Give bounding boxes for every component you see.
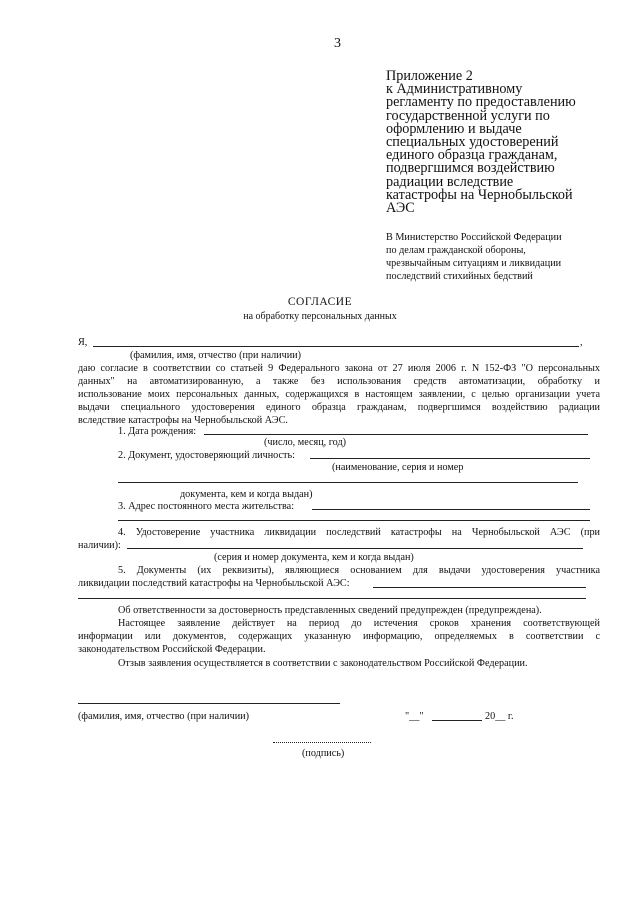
responsibility-text: Об ответственности за достоверность представленных сведений предупрежден (предупреждена). bbox=[118, 605, 542, 616]
addressee-line: по делам гражданской обороны, bbox=[386, 245, 526, 256]
appendix-header bbox=[386, 70, 631, 215]
item4-line: 4. Удостоверение участника ликвидации последствий катастрофы на Чернобыльской АЭС (при bbox=[118, 527, 600, 538]
item5-line: 5. Документы (их реквизиты), являющиеся основанием для выдачи удостоверения участника bbox=[118, 565, 600, 576]
date-year[interactable]: 20__ г. bbox=[485, 711, 514, 722]
appendix-line: регламенту по предоставлению bbox=[386, 94, 576, 111]
date-day[interactable]: "__" bbox=[405, 711, 424, 722]
consent-line: использование моих персональных данных, содержащихся в настоящем заявлении, с целью организации учета bbox=[78, 389, 600, 400]
addressee-line: чрезвычайным ситуациям и ликвидации bbox=[386, 258, 562, 269]
validity-line-last: законодательством Российской Федерации. bbox=[78, 644, 266, 655]
validity-line: информации или документов, содержащих указанную информацию, определяемых в соответствии с bbox=[78, 631, 600, 642]
revocation-text: Отзыв заявления осуществляется в соответствии с законодательством Российской Федерации. bbox=[118, 658, 528, 669]
birthdate-input-line[interactable] bbox=[204, 434, 588, 435]
item4-caption: (серия и номер документа, кем и когда выдан) bbox=[214, 552, 414, 563]
document-title: СОГЛАСИЕ bbox=[287, 296, 353, 308]
item4-label: наличии): bbox=[78, 540, 121, 551]
id-document-input-line[interactable] bbox=[310, 458, 590, 459]
address-input-line-2[interactable] bbox=[118, 520, 590, 521]
appendix-line: единого образца гражданам, bbox=[386, 147, 558, 164]
certificate-input-line[interactable] bbox=[127, 548, 583, 549]
addressee-line: В Министерство Российской Федерации bbox=[386, 232, 562, 243]
item5-label: ликвидации последствий катастрофы на Чернобыльской АЭС: bbox=[78, 578, 350, 589]
comma-mark: , bbox=[580, 337, 583, 348]
item3-label: 3. Адрес постоянного места жительства: bbox=[118, 501, 295, 512]
appendix-line: Приложение 2 bbox=[386, 68, 473, 84]
address-input-line[interactable] bbox=[312, 509, 590, 510]
appendix-line: оформлению и выдаче bbox=[386, 120, 522, 137]
appendix-line: государственной услуги по bbox=[386, 107, 550, 124]
ya-label: Я, bbox=[78, 337, 88, 348]
appendix-line: катастрофы на Чернобыльской bbox=[386, 186, 573, 203]
appendix-line: АЭС bbox=[386, 200, 415, 217]
signature-input-line[interactable] bbox=[273, 742, 371, 743]
item1-label: 1. Дата рождения: bbox=[118, 426, 197, 437]
item1-caption: (число, месяц, год) bbox=[264, 437, 347, 448]
validity-line: Настоящее заявление действует на период до истечения сроков хранения соответствующей bbox=[118, 618, 600, 629]
fio-caption: (фамилия, имя, отчество (при наличии) bbox=[130, 350, 302, 361]
consent-line: данных" на автоматизированную, а также без использования средств автоматизации, обработку и bbox=[78, 376, 600, 387]
page-number: 3 bbox=[334, 36, 341, 51]
consent-line: выдачи специального удостоверения единого образца гражданам, подвергшимся воздействию радиации bbox=[78, 402, 600, 413]
appendix-line: специальных удостоверений bbox=[386, 134, 559, 151]
item2-caption-1: (наименование, серия и номер bbox=[332, 462, 464, 473]
appendix-line: радиации вследствие bbox=[386, 173, 514, 190]
footer-fio-input-line[interactable] bbox=[78, 703, 340, 704]
addressee-line: последствий стихийных бедствий bbox=[386, 271, 533, 282]
date-month-input-line[interactable] bbox=[432, 720, 482, 721]
id-document-input-line-2[interactable] bbox=[118, 482, 578, 483]
footer-fio-caption: (фамилия, имя, отчество (при наличии) bbox=[78, 711, 250, 722]
item2-label: 2. Документ, удостоверяющий личность: bbox=[118, 450, 295, 461]
item2-caption-2: документа, кем и когда выдан) bbox=[180, 489, 313, 500]
fio-input-line[interactable] bbox=[93, 346, 579, 347]
signature-caption: (подпись) bbox=[302, 748, 345, 759]
documents-input-line-2[interactable] bbox=[78, 598, 586, 599]
document-subtitle: на обработку персональных данных bbox=[243, 311, 397, 322]
appendix-line: к Административному bbox=[386, 81, 523, 98]
addressee-block bbox=[386, 231, 626, 283]
consent-line-last: вследствие катастрофы на Чернобыльской АЭС. bbox=[78, 415, 288, 426]
appendix-line: подвергшимся воздействию bbox=[386, 160, 555, 177]
documents-input-line[interactable] bbox=[373, 587, 586, 588]
consent-line: даю согласие в соответствии со статьей 9 Федерального закона от 27 июля 2006 г. N 152-ФЗ "О персональных bbox=[78, 363, 600, 374]
